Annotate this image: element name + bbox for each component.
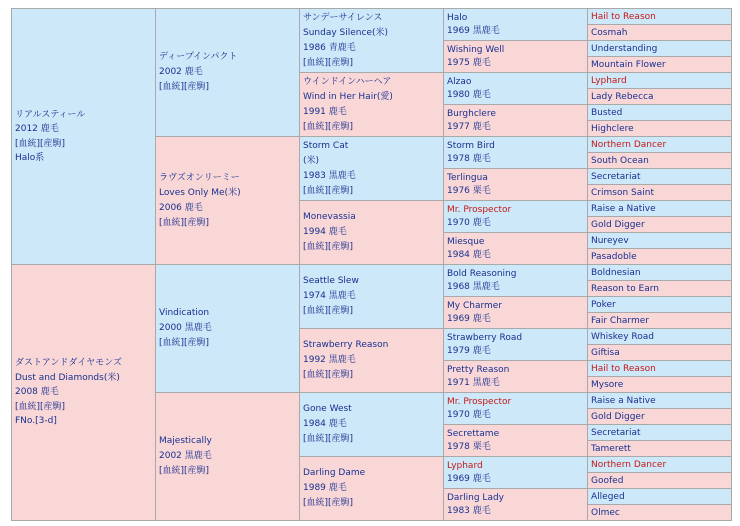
horse-links[interactable]: [血統][産駒]	[159, 338, 210, 348]
horse-links[interactable]: [血統][産駒]	[159, 466, 210, 476]
horse-name[interactable]: Gold Digger	[591, 411, 645, 422]
horse-name[interactable]: Pasadoble	[591, 251, 637, 262]
horse-info: 1969 鹿毛	[447, 313, 491, 324]
horse-links[interactable]: [血統][産駒]	[159, 82, 210, 92]
g3-cell-3[interactable]	[300, 201, 444, 265]
g5-cell-27[interactable]	[588, 441, 732, 457]
horse-name[interactable]: Giftisa	[591, 347, 620, 358]
horse-name[interactable]: Pretty Reason	[447, 364, 510, 375]
horse-name-en[interactable]: Wind in Her Hair(愛)	[303, 91, 393, 102]
horse-name[interactable]: Cosmah	[591, 27, 628, 38]
horse-name-en[interactable]: (米)	[303, 155, 320, 166]
g5-cell-6[interactable]	[588, 105, 732, 121]
g3-cell-6[interactable]	[300, 393, 444, 457]
horse-name[interactable]: Whiskey Road	[591, 331, 654, 342]
g3-cell-7[interactable]	[300, 457, 444, 521]
g4-cell-1[interactable]	[444, 41, 588, 73]
sire-line: Halo系	[15, 153, 45, 163]
g4-cell-4[interactable]	[444, 137, 588, 169]
sire-name[interactable]: リアルスティール	[15, 109, 86, 120]
g4-cell-7[interactable]	[444, 233, 588, 265]
horse-links[interactable]: [血統][産駒]	[303, 185, 354, 196]
g3-cell-1[interactable]	[300, 73, 444, 137]
horse-name[interactable]: Mysore	[591, 379, 624, 390]
horse-name[interactable]: South Ocean	[591, 155, 649, 166]
horse-name[interactable]: Understanding	[591, 43, 658, 54]
horse-name[interactable]: Darling Lady	[447, 492, 504, 503]
g4-cell-3[interactable]	[444, 105, 588, 137]
horse-info: 1969 鹿毛	[447, 473, 491, 484]
horse-links[interactable]: [血統][産駒]	[303, 498, 354, 508]
g5-cell-8[interactable]	[588, 137, 732, 153]
horse-info: 1980 鹿毛	[447, 89, 491, 100]
g4-cell-12[interactable]	[444, 393, 588, 425]
horse-name[interactable]: Lyphard	[591, 75, 627, 86]
horse-name[interactable]: Mr. Prospector	[447, 396, 512, 407]
horse-name[interactable]: Wishing Well	[447, 44, 505, 55]
horse-name[interactable]: Secrettame	[447, 428, 500, 439]
horse-links[interactable]: [血統][産駒]	[303, 57, 354, 68]
horse-info: 1970 鹿毛	[447, 409, 491, 420]
horse-name[interactable]: Strawberry Road	[447, 332, 523, 343]
horse-info: 1984 鹿毛	[303, 419, 347, 429]
g4-cell-13[interactable]	[444, 425, 588, 457]
g5-cell-29[interactable]	[588, 473, 732, 489]
g4-cell-5[interactable]	[444, 169, 588, 201]
g4-cell-8[interactable]	[444, 265, 588, 297]
horse-name[interactable]: Reason to Earn	[591, 283, 660, 294]
dam-links[interactable]: [血統][産駒]	[15, 401, 66, 412]
dam-name-en[interactable]: Dust and Diamonds(米)	[15, 372, 120, 383]
horse-info: 1975 鹿毛	[447, 57, 491, 68]
g5-cell-1[interactable]	[588, 25, 732, 41]
horse-name[interactable]: Miesque	[447, 236, 485, 247]
g5-cell-4[interactable]	[588, 73, 732, 89]
g4-cell-15[interactable]	[444, 489, 588, 521]
sire-cell[interactable]	[12, 9, 156, 265]
sire-info: 2012 鹿毛	[15, 124, 59, 134]
horse-name[interactable]: Tamerett	[591, 443, 631, 454]
g5-cell-26[interactable]	[588, 425, 732, 441]
horse-name[interactable]: ラヴズオンリーミー	[159, 172, 240, 183]
horse-name[interactable]: Mr. Prospector	[447, 204, 512, 215]
horse-info: 1978 栗毛	[447, 441, 491, 452]
horse-name[interactable]: Raise a Native	[591, 203, 656, 214]
family-number[interactable]: FNo.[3-d]	[15, 416, 57, 427]
g5-cell-13[interactable]	[588, 217, 732, 233]
g5-cell-14[interactable]	[588, 233, 732, 249]
horse-name[interactable]: Northern Dancer	[591, 139, 667, 150]
horse-info: 2000 黒鹿毛	[159, 323, 212, 333]
g5-cell-21[interactable]	[588, 345, 732, 361]
g5-cell-30[interactable]	[588, 489, 732, 505]
horse-name[interactable]: Darling Dame	[303, 468, 366, 478]
horse-name[interactable]: サンデーサイレンス	[303, 12, 383, 23]
g5-cell-2[interactable]	[588, 41, 732, 57]
g4-cell-11[interactable]	[444, 361, 588, 393]
horse-name[interactable]: Busted	[591, 107, 623, 118]
horse-name[interactable]: Vindication	[159, 308, 210, 318]
horse-links[interactable]: [血統][産駒]	[303, 306, 354, 316]
g2-cell-3[interactable]	[156, 393, 300, 521]
g5-cell-0[interactable]	[588, 9, 732, 25]
g5-cell-16[interactable]	[588, 265, 732, 281]
horse-info: 1983 黒鹿毛	[303, 170, 356, 181]
horse-name[interactable]: Burghclere	[447, 108, 496, 119]
horse-name[interactable]: Boldnesian	[591, 267, 641, 278]
horse-links[interactable]: [血統][産駒]	[159, 217, 210, 228]
g5-cell-10[interactable]	[588, 169, 732, 185]
horse-name[interactable]: Northern Dancer	[591, 459, 667, 470]
horse-name[interactable]: Monevassia	[303, 212, 356, 222]
g2-cell-2[interactable]	[156, 265, 300, 393]
horse-name[interactable]: Alzao	[447, 76, 472, 87]
horse-info: 1989 鹿毛	[303, 483, 347, 493]
dam-info: 2008 鹿毛	[15, 387, 59, 398]
horse-name[interactable]: Poker	[591, 299, 616, 310]
horse-name[interactable]: Lady Rebecca	[591, 91, 654, 102]
g5-cell-25[interactable]	[588, 409, 732, 425]
g5-cell-31[interactable]	[588, 505, 732, 521]
horse-name[interactable]: Fair Charmer	[591, 315, 649, 326]
dam-cell[interactable]	[12, 265, 156, 521]
g5-cell-18[interactable]	[588, 297, 732, 313]
g4-cell-10[interactable]	[444, 329, 588, 361]
horse-name[interactable]: Majestically	[159, 436, 212, 446]
horse-name[interactable]: Goofed	[591, 475, 624, 486]
horse-name[interactable]: My Charmer	[447, 300, 503, 311]
horse-info: 1974 黒鹿毛	[303, 291, 356, 301]
g5-cell-23[interactable]	[588, 377, 732, 393]
horse-name[interactable]: Highclere	[591, 123, 634, 134]
g5-cell-3[interactable]	[588, 57, 732, 73]
horse-name[interactable]: Alleged	[591, 491, 625, 502]
horse-name[interactable]: Halo	[447, 12, 468, 23]
horse-name[interactable]: Olmec	[591, 507, 620, 518]
horse-name[interactable]: Crimson Saint	[591, 187, 654, 198]
g5-cell-9[interactable]	[588, 153, 732, 169]
horse-info: 2002 黒鹿毛	[159, 451, 212, 461]
g5-cell-22[interactable]	[588, 361, 732, 377]
g4-cell-6[interactable]	[444, 201, 588, 233]
g3-cell-0[interactable]	[300, 9, 444, 73]
g5-cell-20[interactable]	[588, 329, 732, 345]
horse-name[interactable]: Terlingua	[447, 172, 488, 183]
g2-cell-0[interactable]	[156, 9, 300, 137]
horse-links[interactable]: [血統][産駒]	[303, 121, 354, 132]
g5-cell-19[interactable]	[588, 313, 732, 329]
horse-name-en[interactable]: Sunday Silence(米)	[303, 27, 388, 38]
g5-cell-12[interactable]	[588, 201, 732, 217]
g3-cell-4[interactable]	[300, 265, 444, 329]
horse-links[interactable]: [血統][産駒]	[303, 242, 354, 252]
horse-name[interactable]: Gone West	[303, 404, 352, 414]
horse-name[interactable]: Bold Reasoning	[447, 268, 517, 279]
horse-name[interactable]: Storm Bird	[447, 140, 495, 151]
horse-name[interactable]: Seattle Slew	[303, 276, 359, 286]
horse-info: 1984 鹿毛	[447, 249, 491, 260]
g5-cell-15[interactable]	[588, 249, 732, 265]
horse-name[interactable]: Secretariat	[591, 427, 641, 438]
horse-info: 1971 黒鹿毛	[447, 377, 500, 388]
g5-cell-5[interactable]	[588, 89, 732, 105]
horse-name[interactable]: Mountain Flower	[591, 59, 666, 70]
horse-info: 1992 黒鹿毛	[303, 355, 356, 365]
horse-info: 1970 鹿毛	[447, 217, 491, 228]
horse-name[interactable]: Raise a Native	[591, 395, 656, 406]
horse-info: 1991 鹿毛	[303, 106, 347, 117]
g4-cell-0[interactable]	[444, 9, 588, 41]
horse-name[interactable]: Strawberry Reason	[303, 340, 389, 350]
horse-info: 2002 鹿毛	[159, 67, 203, 77]
horse-links[interactable]: [血統][産駒]	[303, 370, 354, 380]
horse-name[interactable]: Storm Cat	[303, 140, 349, 151]
horse-name[interactable]: Hail to Reason	[591, 363, 656, 374]
horse-info: 2006 鹿毛	[159, 202, 203, 213]
g3-cell-2[interactable]	[300, 137, 444, 201]
horse-name[interactable]: Hail to Reason	[591, 11, 656, 22]
horse-info: 1983 鹿毛	[447, 505, 491, 516]
horse-name[interactable]: Nureyev	[591, 235, 629, 246]
g5-cell-28[interactable]	[588, 457, 732, 473]
g4-cell-9[interactable]	[444, 297, 588, 329]
g4-cell-14[interactable]	[444, 457, 588, 489]
horse-info: 1994 鹿毛	[303, 227, 347, 237]
horse-links[interactable]: [血統][産駒]	[303, 434, 354, 444]
horse-name[interactable]: Lyphard	[447, 460, 483, 471]
g4-cell-2[interactable]	[444, 73, 588, 105]
g3-cell-5[interactable]	[300, 329, 444, 393]
horse-name[interactable]: ディープインパクト	[159, 52, 238, 62]
horse-name[interactable]: Gold Digger	[591, 219, 645, 230]
horse-name-en[interactable]: Loves Only Me(米)	[159, 187, 241, 198]
dam-name[interactable]: ダストアンドダイヤモンズ	[15, 358, 122, 369]
sire-links[interactable]: [血統][産駒]	[15, 138, 66, 149]
horse-info: 1968 黒鹿毛	[447, 281, 500, 292]
horse-info: 1977 鹿毛	[447, 121, 491, 132]
horse-info: 1969 黒鹿毛	[447, 25, 500, 36]
horse-name[interactable]: ウインドインハーヘア	[303, 76, 392, 87]
g2-cell-1[interactable]	[156, 137, 300, 265]
g5-cell-7[interactable]	[588, 121, 732, 137]
horse-info: 1979 鹿毛	[447, 345, 491, 356]
g5-cell-17[interactable]	[588, 281, 732, 297]
pedigree-table	[11, 8, 732, 521]
g5-cell-11[interactable]	[588, 185, 732, 201]
horse-info: 1978 鹿毛	[447, 153, 491, 164]
horse-name[interactable]: Secretariat	[591, 171, 641, 182]
horse-info: 1986 青鹿毛	[303, 42, 356, 53]
g5-cell-24[interactable]	[588, 393, 732, 409]
horse-info: 1976 栗毛	[447, 185, 491, 196]
